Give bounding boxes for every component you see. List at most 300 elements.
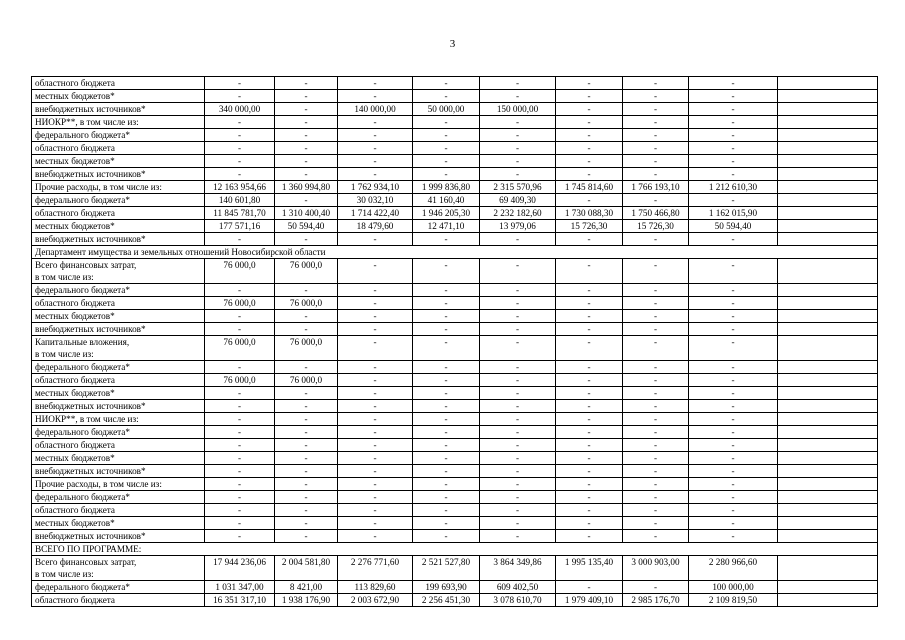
- row-label-text: областного бюджета: [35, 143, 115, 153]
- value-cell: -: [689, 129, 778, 142]
- value-cell: -: [623, 426, 689, 439]
- value-cell: -: [556, 504, 623, 517]
- row-label: [32, 478, 205, 491]
- value-cell: -: [480, 530, 556, 543]
- value-cell: 1 979 409,10: [556, 594, 623, 607]
- row-label: [32, 581, 205, 594]
- value-cell: -: [338, 452, 413, 465]
- value-cell: -: [413, 400, 480, 413]
- value-cell: -: [275, 142, 338, 155]
- row-label-text: внебюджетных источников*: [35, 466, 146, 476]
- value-cell: -: [623, 517, 689, 530]
- value-cell: -: [338, 336, 413, 361]
- value-cell: -: [480, 155, 556, 168]
- table-row: [32, 556, 878, 581]
- empty-cell: [778, 323, 878, 336]
- row-label: [32, 556, 205, 581]
- table-row: [32, 90, 878, 103]
- table-row: [32, 400, 878, 413]
- value-cell: -: [205, 168, 275, 181]
- row-label-text: внебюджетных источников*: [35, 401, 146, 411]
- value-cell: -: [556, 452, 623, 465]
- table-row: [32, 517, 878, 530]
- row-label-text: местных бюджетов*: [35, 156, 115, 166]
- value-cell: -: [275, 452, 338, 465]
- row-label-text: Всего финансовых затрат,: [35, 260, 137, 270]
- row-label: [32, 310, 205, 323]
- value-cell: -: [205, 478, 275, 491]
- page-number: 3: [449, 38, 456, 50]
- empty-cell: [778, 439, 878, 452]
- row-label-text: НИОКР**, в том числе из:: [35, 117, 139, 127]
- value-cell: 177 571,16: [205, 220, 275, 233]
- value-cell: -: [556, 491, 623, 504]
- row-label: [32, 452, 205, 465]
- value-cell: 8 421,00: [275, 581, 338, 594]
- table-row: [32, 155, 878, 168]
- empty-cell: [778, 594, 878, 607]
- row-label-text: областного бюджета: [35, 298, 115, 308]
- value-cell: -: [480, 517, 556, 530]
- empty-cell: [778, 297, 878, 310]
- value-cell: -: [623, 400, 689, 413]
- value-cell: -: [413, 336, 480, 361]
- value-cell: 140 601,80: [205, 194, 275, 207]
- row-label-text: Прочие расходы, в том числе из:: [35, 182, 162, 192]
- value-cell: -: [623, 323, 689, 336]
- table-row: [32, 374, 878, 387]
- empty-cell: [778, 233, 878, 246]
- table-row: [32, 168, 878, 181]
- value-cell: -: [480, 168, 556, 181]
- value-cell: -: [623, 284, 689, 297]
- value-cell: -: [556, 581, 623, 594]
- value-cell: -: [413, 530, 480, 543]
- value-cell: -: [205, 491, 275, 504]
- table-row: [32, 220, 878, 233]
- table-row: [32, 452, 878, 465]
- table-row: [32, 426, 878, 439]
- value-cell: -: [556, 361, 623, 374]
- value-cell: -: [338, 413, 413, 426]
- value-cell: 69 409,30: [480, 194, 556, 207]
- row-label-text: областного бюджета: [35, 595, 115, 605]
- empty-cell: [778, 504, 878, 517]
- row-label: [32, 103, 205, 116]
- row-label-text: местных бюджетов*: [35, 311, 115, 321]
- value-cell: -: [413, 504, 480, 517]
- value-cell: -: [689, 194, 778, 207]
- row-label: [32, 439, 205, 452]
- value-cell: 76 000,0: [275, 259, 338, 284]
- value-cell: -: [338, 426, 413, 439]
- row-label: [32, 387, 205, 400]
- empty-cell: [778, 116, 878, 129]
- value-cell: -: [556, 90, 623, 103]
- value-cell: -: [556, 439, 623, 452]
- value-cell: -: [480, 491, 556, 504]
- value-cell: 140 000,00: [338, 103, 413, 116]
- row-label: [32, 594, 205, 607]
- table-row: [32, 530, 878, 543]
- value-cell: 1 360 994,80: [275, 181, 338, 194]
- table-row: [32, 387, 878, 400]
- row-label: [32, 284, 205, 297]
- value-cell: -: [205, 142, 275, 155]
- value-cell: -: [275, 439, 338, 452]
- row-label-text: областного бюджета: [35, 78, 115, 88]
- row-label: [32, 530, 205, 543]
- value-cell: 30 032,10: [338, 194, 413, 207]
- table-row: [32, 361, 878, 374]
- value-cell: -: [480, 413, 556, 426]
- value-cell: 2 003 672,90: [338, 594, 413, 607]
- row-label-text: областного бюджета: [35, 505, 115, 515]
- value-cell: -: [480, 465, 556, 478]
- value-cell: -: [275, 168, 338, 181]
- value-cell: -: [275, 155, 338, 168]
- value-cell: -: [205, 413, 275, 426]
- row-label: [32, 207, 205, 220]
- empty-cell: [778, 284, 878, 297]
- table-row: [32, 323, 878, 336]
- table-row: [32, 504, 878, 517]
- value-cell: -: [275, 194, 338, 207]
- value-cell: 12 471,10: [413, 220, 480, 233]
- value-cell: -: [413, 491, 480, 504]
- row-label: [32, 517, 205, 530]
- value-cell: -: [338, 155, 413, 168]
- value-cell: 1 938 176,90: [275, 594, 338, 607]
- value-cell: -: [205, 439, 275, 452]
- empty-cell: [778, 517, 878, 530]
- value-cell: 50 000,00: [413, 103, 480, 116]
- row-label: [32, 259, 205, 284]
- value-cell: -: [480, 310, 556, 323]
- value-cell: -: [480, 297, 556, 310]
- value-cell: -: [480, 361, 556, 374]
- value-cell: -: [205, 400, 275, 413]
- value-cell: -: [689, 530, 778, 543]
- empty-cell: [778, 129, 878, 142]
- table-row: [32, 259, 878, 284]
- row-label: [32, 220, 205, 233]
- value-cell: -: [413, 77, 480, 90]
- value-cell: -: [556, 336, 623, 361]
- value-cell: 1 766 193,10: [623, 181, 689, 194]
- value-cell: -: [689, 142, 778, 155]
- table-row: [32, 413, 878, 426]
- value-cell: 76 000,0: [205, 259, 275, 284]
- value-cell: -: [275, 116, 338, 129]
- value-cell: 1 310 400,40: [275, 207, 338, 220]
- value-cell: 1 714 422,40: [338, 207, 413, 220]
- value-cell: -: [338, 374, 413, 387]
- value-cell: -: [689, 374, 778, 387]
- value-cell: -: [338, 478, 413, 491]
- value-cell: 2 276 771,60: [338, 556, 413, 581]
- value-cell: -: [556, 103, 623, 116]
- value-cell: -: [413, 284, 480, 297]
- value-cell: -: [623, 129, 689, 142]
- value-cell: 100 000,00: [689, 581, 778, 594]
- value-cell: -: [689, 155, 778, 168]
- value-cell: 609 402,50: [480, 581, 556, 594]
- value-cell: -: [275, 387, 338, 400]
- value-cell: 41 160,40: [413, 194, 480, 207]
- value-cell: -: [689, 284, 778, 297]
- value-cell: -: [623, 142, 689, 155]
- value-cell: 2 109 819,50: [689, 594, 778, 607]
- value-cell: 2 985 176,70: [623, 594, 689, 607]
- value-cell: -: [556, 478, 623, 491]
- empty-cell: [778, 194, 878, 207]
- value-cell: -: [205, 504, 275, 517]
- value-cell: 50 594,40: [689, 220, 778, 233]
- value-cell: -: [275, 504, 338, 517]
- value-cell: -: [275, 426, 338, 439]
- empty-cell: [778, 530, 878, 543]
- empty-cell: [778, 168, 878, 181]
- value-cell: -: [623, 168, 689, 181]
- value-cell: -: [623, 116, 689, 129]
- table-row: [32, 594, 878, 607]
- value-cell: -: [275, 517, 338, 530]
- row-label: [32, 361, 205, 374]
- table-row: [32, 233, 878, 246]
- row-label: [32, 155, 205, 168]
- value-cell: -: [623, 194, 689, 207]
- row-label: [32, 116, 205, 129]
- row-label-text: областного бюджета: [35, 375, 115, 385]
- value-cell: -: [413, 116, 480, 129]
- value-cell: -: [623, 77, 689, 90]
- value-cell: -: [205, 361, 275, 374]
- table-row: [32, 581, 878, 594]
- value-cell: -: [413, 465, 480, 478]
- value-cell: -: [623, 361, 689, 374]
- value-cell: 1 162 015,90: [689, 207, 778, 220]
- row-label: [32, 465, 205, 478]
- value-cell: 15 726,30: [556, 220, 623, 233]
- value-cell: -: [205, 155, 275, 168]
- section-title: Департамент имущества и земельных отношений Новосибирской области: [32, 246, 878, 259]
- value-cell: -: [413, 323, 480, 336]
- value-cell: -: [275, 77, 338, 90]
- value-cell: -: [338, 142, 413, 155]
- value-cell: -: [413, 142, 480, 155]
- row-label-text: местных бюджетов*: [35, 453, 115, 463]
- value-cell: -: [480, 426, 556, 439]
- value-cell: -: [689, 452, 778, 465]
- value-cell: -: [205, 517, 275, 530]
- value-cell: 16 351 317,10: [205, 594, 275, 607]
- table-row: [32, 491, 878, 504]
- value-cell: -: [338, 491, 413, 504]
- row-label: [32, 297, 205, 310]
- table-row: [32, 181, 878, 194]
- value-cell: -: [338, 361, 413, 374]
- value-cell: -: [480, 259, 556, 284]
- value-cell: -: [338, 116, 413, 129]
- value-cell: -: [275, 400, 338, 413]
- value-cell: -: [275, 530, 338, 543]
- empty-cell: [778, 452, 878, 465]
- row-label: [32, 77, 205, 90]
- row-label: [32, 181, 205, 194]
- value-cell: -: [623, 530, 689, 543]
- value-cell: -: [689, 465, 778, 478]
- value-cell: 2 315 570,96: [480, 181, 556, 194]
- row-label-text: местных бюджетов*: [35, 518, 115, 528]
- value-cell: 50 594,40: [275, 220, 338, 233]
- value-cell: -: [205, 90, 275, 103]
- value-cell: -: [205, 452, 275, 465]
- row-label: [32, 142, 205, 155]
- value-cell: -: [338, 129, 413, 142]
- value-cell: -: [623, 233, 689, 246]
- value-cell: -: [556, 155, 623, 168]
- value-cell: 1 762 934,10: [338, 181, 413, 194]
- value-cell: -: [205, 465, 275, 478]
- value-cell: 1 995 135,40: [556, 556, 623, 581]
- value-cell: 76 000,0: [275, 336, 338, 361]
- row-label-text: федерального бюджета*: [35, 427, 130, 437]
- value-cell: 1 750 466,80: [623, 207, 689, 220]
- value-cell: -: [556, 323, 623, 336]
- value-cell: -: [205, 387, 275, 400]
- value-cell: -: [689, 310, 778, 323]
- value-cell: -: [413, 233, 480, 246]
- value-cell: -: [413, 426, 480, 439]
- row-label-text: федерального бюджета*: [35, 285, 130, 295]
- value-cell: -: [623, 387, 689, 400]
- row-label-subtext: в том числе из:: [35, 569, 94, 579]
- value-cell: -: [480, 439, 556, 452]
- value-cell: -: [338, 530, 413, 543]
- row-label-text: федерального бюджета*: [35, 362, 130, 372]
- value-cell: -: [689, 517, 778, 530]
- value-cell: -: [338, 233, 413, 246]
- value-cell: -: [623, 297, 689, 310]
- value-cell: -: [480, 400, 556, 413]
- row-label: [32, 413, 205, 426]
- row-label: [32, 323, 205, 336]
- value-cell: 2 280 966,60: [689, 556, 778, 581]
- value-cell: -: [205, 233, 275, 246]
- value-cell: 3 000 903,00: [623, 556, 689, 581]
- empty-cell: [778, 310, 878, 323]
- value-cell: -: [480, 336, 556, 361]
- value-cell: -: [275, 90, 338, 103]
- value-cell: -: [623, 465, 689, 478]
- table-row: [32, 77, 878, 90]
- value-cell: -: [480, 323, 556, 336]
- value-cell: -: [556, 259, 623, 284]
- value-cell: -: [623, 310, 689, 323]
- value-cell: -: [689, 297, 778, 310]
- value-cell: -: [689, 77, 778, 90]
- value-cell: -: [556, 142, 623, 155]
- table-row: [32, 142, 878, 155]
- table-row: [32, 465, 878, 478]
- table-row: [32, 478, 878, 491]
- value-cell: -: [205, 284, 275, 297]
- value-cell: -: [338, 387, 413, 400]
- value-cell: -: [480, 77, 556, 90]
- value-cell: 1 031 347,00: [205, 581, 275, 594]
- table-row: [32, 297, 878, 310]
- value-cell: -: [480, 387, 556, 400]
- value-cell: -: [413, 413, 480, 426]
- value-cell: -: [338, 517, 413, 530]
- table-row: [32, 207, 878, 220]
- row-label-text: внебюджетных источников*: [35, 104, 146, 114]
- row-label-text: федерального бюджета*: [35, 582, 130, 592]
- value-cell: -: [338, 465, 413, 478]
- value-cell: -: [689, 259, 778, 284]
- value-cell: -: [689, 504, 778, 517]
- value-cell: -: [413, 259, 480, 284]
- empty-cell: [778, 142, 878, 155]
- value-cell: -: [413, 439, 480, 452]
- value-cell: -: [480, 142, 556, 155]
- value-cell: -: [556, 77, 623, 90]
- value-cell: -: [556, 129, 623, 142]
- value-cell: 340 000,00: [205, 103, 275, 116]
- row-label: [32, 504, 205, 517]
- value-cell: -: [556, 517, 623, 530]
- empty-cell: [778, 155, 878, 168]
- value-cell: -: [413, 129, 480, 142]
- row-label: [32, 168, 205, 181]
- empty-cell: [778, 220, 878, 233]
- value-cell: -: [205, 77, 275, 90]
- row-label-text: внебюджетных источников*: [35, 169, 146, 179]
- value-cell: -: [480, 90, 556, 103]
- value-cell: -: [623, 581, 689, 594]
- value-cell: -: [556, 530, 623, 543]
- section-row: [32, 543, 878, 556]
- value-cell: -: [623, 504, 689, 517]
- value-cell: -: [413, 310, 480, 323]
- value-cell: -: [556, 387, 623, 400]
- value-cell: 3 078 610,70: [480, 594, 556, 607]
- value-cell: -: [689, 116, 778, 129]
- value-cell: -: [556, 413, 623, 426]
- value-cell: -: [413, 90, 480, 103]
- value-cell: 17 944 236,06: [205, 556, 275, 581]
- value-cell: -: [480, 116, 556, 129]
- value-cell: 150 000,00: [480, 103, 556, 116]
- value-cell: -: [338, 168, 413, 181]
- value-cell: -: [275, 323, 338, 336]
- value-cell: -: [689, 103, 778, 116]
- value-cell: -: [205, 530, 275, 543]
- empty-cell: [778, 259, 878, 284]
- value-cell: 15 726,30: [623, 220, 689, 233]
- empty-cell: [778, 491, 878, 504]
- empty-cell: [778, 556, 878, 581]
- value-cell: -: [623, 155, 689, 168]
- value-cell: -: [556, 194, 623, 207]
- value-cell: 2 521 527,80: [413, 556, 480, 581]
- value-cell: -: [689, 168, 778, 181]
- value-cell: 76 000,0: [275, 297, 338, 310]
- value-cell: -: [623, 413, 689, 426]
- table-row: [32, 194, 878, 207]
- row-label-text: федерального бюджета*: [35, 130, 130, 140]
